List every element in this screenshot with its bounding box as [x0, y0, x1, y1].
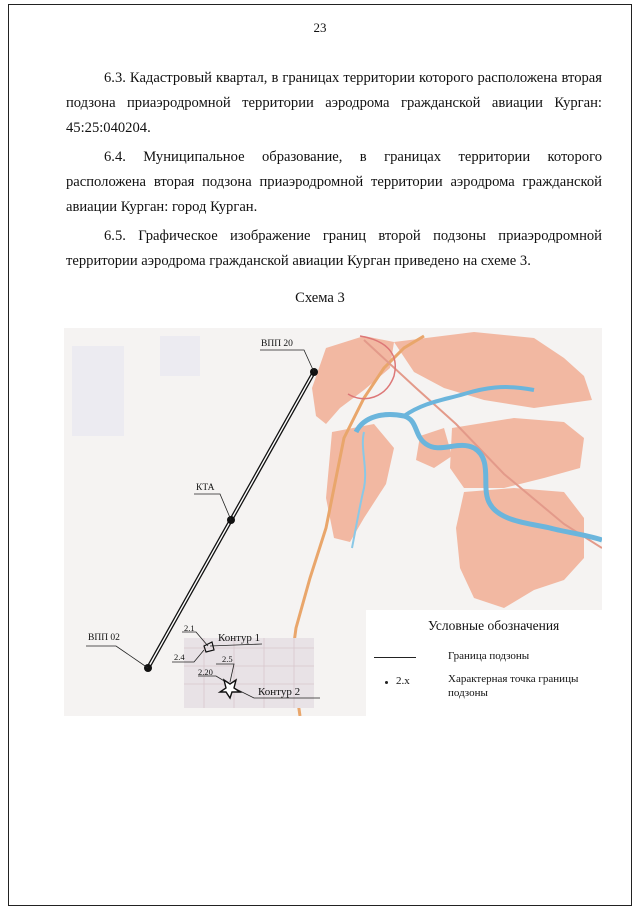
map-field-area	[72, 346, 124, 436]
legend-point-label: Характерная точка границы подзоны	[448, 673, 579, 699]
label-2-20: 2.20	[198, 667, 213, 677]
label-vpp20: ВПП 20	[261, 339, 293, 349]
scheme-title: Схема 3	[295, 290, 345, 306]
label-2-5: 2.5	[222, 654, 233, 664]
label-vpp02: ВПП 02	[88, 633, 120, 643]
legend-boundary-line	[374, 657, 416, 658]
label-kta: КТА	[196, 483, 215, 493]
legend-title: Условные обозначения	[428, 618, 560, 633]
paragraph-6-3: 6.3. Кадастровый квартал, в границах территории которого расположена вторая подзона приаэродромной территории аэродрома гражданской авиации Курган: 45:25:040204.	[66, 70, 602, 136]
paragraph-6-5: 6.5. Графическое изображение границ второй подзоны приаэродромной территории аэродрома гражданской авиации Курган приведено на схеме 3.	[66, 228, 602, 269]
label-2-4: 2.4	[174, 652, 185, 662]
legend-point-code: 2.х	[396, 675, 410, 687]
legend-boundary-label: Граница подзоны	[448, 650, 530, 662]
map-field-area	[160, 336, 200, 376]
page-number: 23	[313, 20, 327, 35]
label-contour2: Контур 2	[258, 686, 301, 698]
label-contour1: Контур 1	[218, 632, 261, 644]
paragraph-6-4: 6.4. Муниципальное образование, в границах территории которого расположена вторая подзона приаэродромной территории аэродрома гражданской авиации Курган: город Курган.	[66, 149, 602, 215]
legend-point-dot	[385, 681, 388, 684]
label-2-1: 2.1	[184, 623, 195, 633]
